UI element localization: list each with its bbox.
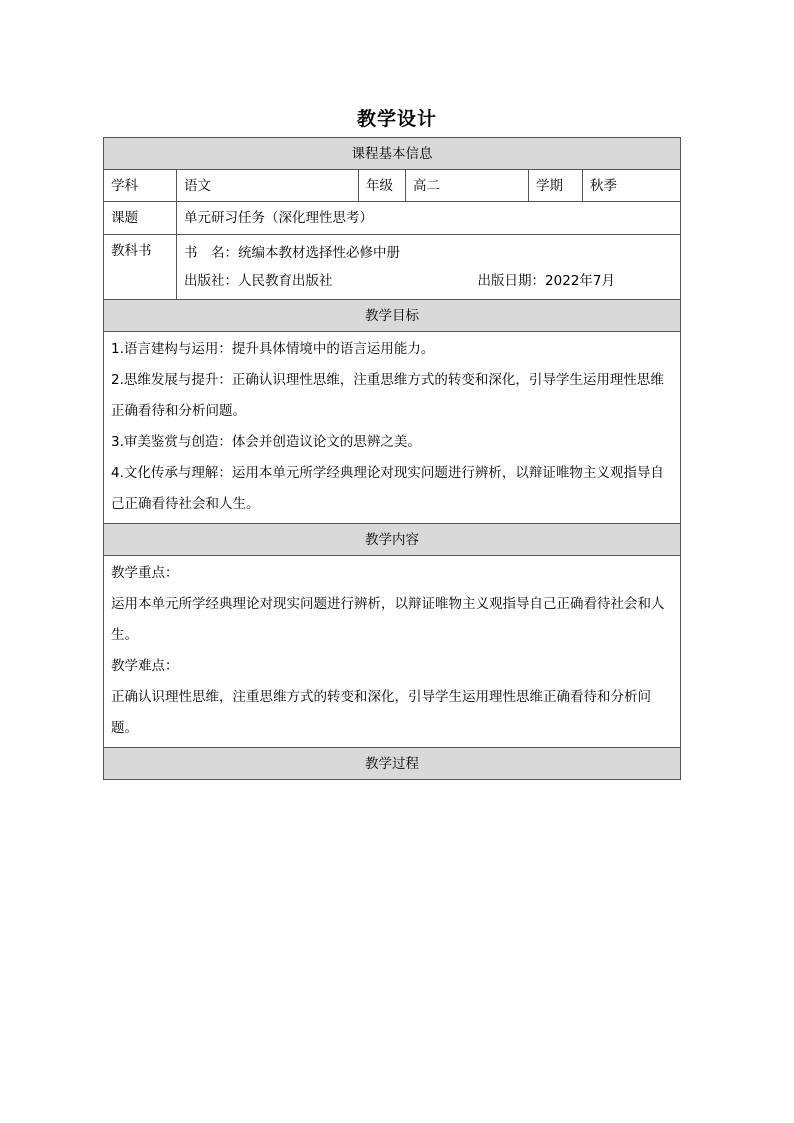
process-header-row — [104, 748, 681, 780]
objective-item: 1.语言建构与运用：提升具体情境中的语言运用能力。 — [111, 341, 435, 357]
process-header: 教学过程 — [104, 748, 681, 780]
objectives-list — [104, 332, 681, 524]
content-header: 教学内容 — [104, 524, 681, 556]
publisher: 出版社：人民教育出版社 — [184, 273, 333, 289]
book-name-line: 书 名：统编本教材选择性必修中册 — [184, 245, 400, 261]
pub-date: 出版日期：2022年7月 — [477, 273, 615, 289]
content-body — [104, 556, 681, 748]
subject-label: 学科 — [104, 170, 177, 202]
publisher-date-line — [184, 267, 673, 295]
lesson-plan-table — [103, 137, 681, 780]
grade-label: 年级 — [359, 170, 406, 202]
objective-item: 4.文化传承与理解：运用本单元所学经典理论对现实问题进行辨析，以辩证唯物主义观指导自己正确看待社会和人生。 — [111, 465, 664, 512]
difficulties-text: 正确认识理性思维，注重思维方式的转变和深化，引导学生运用理性思维正确看待和分析问题。 — [111, 689, 651, 736]
objective-item: 3.审美鉴赏与创造：体会并创造议论文的思辨之美。 — [111, 434, 421, 450]
term-label: 学期 — [529, 170, 583, 202]
objectives-header: 教学目标 — [104, 300, 681, 332]
subject-value: 语文 — [177, 170, 359, 202]
difficulties-label: 教学难点： — [111, 658, 179, 674]
topic-row — [104, 202, 681, 235]
topic-value: 单元研习任务（深化理性思考） — [177, 202, 681, 235]
document-title: 教学设计 — [356, 108, 437, 130]
content-row — [104, 556, 681, 748]
basic-info-header: 课程基本信息 — [104, 138, 681, 170]
grade-value: 高二 — [406, 170, 529, 202]
textbook-label: 教科书 — [104, 235, 177, 300]
basic-info-header-row — [104, 138, 681, 170]
objective-item: 2.思维发展与提升：正确认识理性思维，注重思维方式的转变和深化，引导学生运用理性思维正确看待和分析问题。 — [111, 372, 664, 419]
objectives-header-row — [104, 300, 681, 332]
key-points-label: 教学重点： — [111, 565, 179, 581]
objectives-row — [104, 332, 681, 524]
textbook-row — [104, 235, 681, 300]
subject-row — [104, 170, 681, 202]
textbook-info — [177, 235, 681, 300]
key-points-text: 运用本单元所学经典理论对现实问题进行辨析，以辩证唯物主义观指导自己正确看待社会和人生。 — [111, 596, 665, 643]
term-value: 秋季 — [583, 170, 681, 202]
topic-label: 课题 — [104, 202, 177, 235]
content-header-row — [104, 524, 681, 556]
